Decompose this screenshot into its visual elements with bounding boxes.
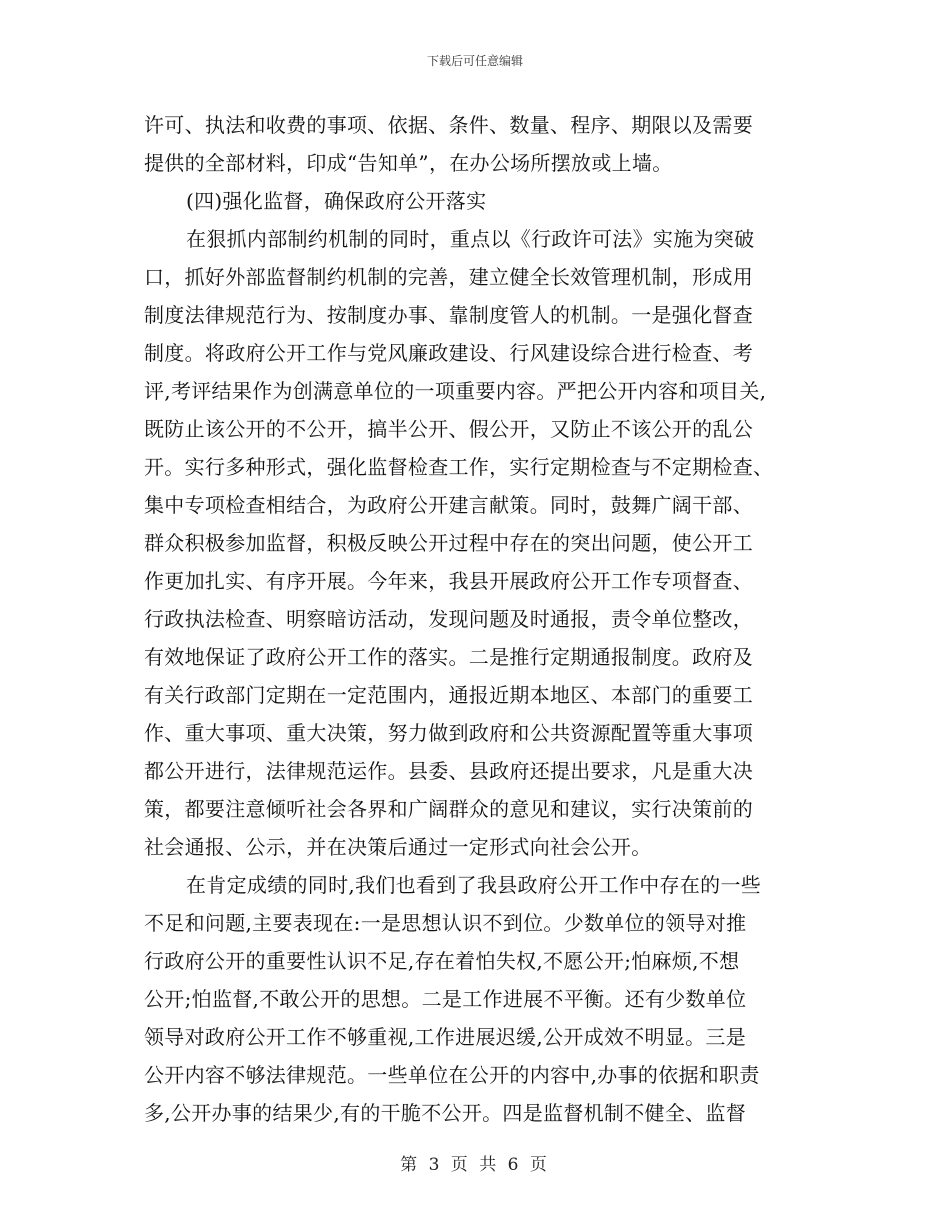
text-line: 行政执法检查、明察暗访活动，发现问题及时通报，责令单位整改， xyxy=(144,607,753,631)
text-line: 在狠抓内部制约机制的同时，重点以《行政许可法》实施为突破 xyxy=(186,227,755,251)
text-line: 多,公开办事的结果少,有的干脆不公开。四是监督机制不健全、监督 xyxy=(144,1101,747,1125)
page-header: 下载后可任意编辑 xyxy=(426,54,523,68)
text-line: 在肯定成绩的同时,我们也看到了我县政府公开工作中存在的一些 xyxy=(186,873,762,897)
text-line: 行政府公开的重要性认识不足,存在着怕失权,不愿公开;怕麻烦,不想 xyxy=(144,949,740,973)
text-line: 不足和问题,主要表现在:一是思想认识不到位。少数单位的领导对推 xyxy=(144,911,747,935)
text-line: 都公开进行，法律规范运作。县委、县政府还提出要求，凡是重大决 xyxy=(144,759,753,783)
text-line: 群众积极参加监督，积极反映公开过程中存在的突出问题，使公开工 xyxy=(144,531,753,555)
text-line: 公开内容不够法律规范。一些单位在公开的内容中,办事的依据和职责 xyxy=(144,1063,760,1087)
text-line: 评,考评结果作为创满意单位的一项重要内容。严把公开内容和项目关, xyxy=(144,379,767,403)
text-line: 口，抓好外部监督制约机制的完善，建立健全长效管理机制，形成用 xyxy=(144,265,753,289)
text-line: 制度法律规范行为、按制度办事、靠制度管人的机制。一是强化督查 xyxy=(144,303,753,327)
text-line: 有关行政部门定期在一定范围内，通报近期本地区、本部门的重要工 xyxy=(144,683,753,707)
text-line: 社会通报、公示，并在决策后通过一定形式向社会公开。 xyxy=(144,835,652,859)
text-line: 领导对政府公开工作不够重视,工作进展迟缓,公开成效不明显。三是 xyxy=(144,1025,747,1049)
section-heading: (四)强化监督，确保政府公开落实 xyxy=(186,189,487,213)
page-number-footer: 第 3 页 共 6 页 xyxy=(400,1155,550,1175)
text-line: 作、重大事项、重大决策，努力做到政府和公共资源配置等重大事项 xyxy=(144,721,753,745)
text-line: 作更加扎实、有序开展。今年来，我县开展政府公开工作专项督查、 xyxy=(144,569,753,593)
text-line: 提供的全部材料，印成“告知单”，在办公场所摆放或上墙。 xyxy=(144,151,673,175)
text-line: 既防止该公开的不公开，搞半公开、假公开，又防止不该公开的乱公 xyxy=(144,417,753,441)
text-line: 许可、执法和收费的事项、依据、条件、数量、程序、期限以及需要 xyxy=(144,113,753,137)
text-line: 策，都要注意倾听社会各界和广阔群众的意见和建议，实行决策前的 xyxy=(144,797,753,821)
text-line: 有效地保证了政府公开工作的落实。二是推行定期通报制度。政府及 xyxy=(144,645,753,669)
text-line: 集中专项检查相结合，为政府公开建言献策。同时，鼓舞广阔干部、 xyxy=(144,493,753,517)
text-line: 开。实行多种形式，强化监督检查工作，实行定期检查与不定期检查、 xyxy=(144,455,774,479)
text-line: 制度。将政府公开工作与党风廉政建设、行风建设综合进行检查、考 xyxy=(144,341,753,365)
text-line: 公开;怕监督,不敢公开的思想。二是工作进展不平衡。还有少数单位 xyxy=(144,987,747,1011)
